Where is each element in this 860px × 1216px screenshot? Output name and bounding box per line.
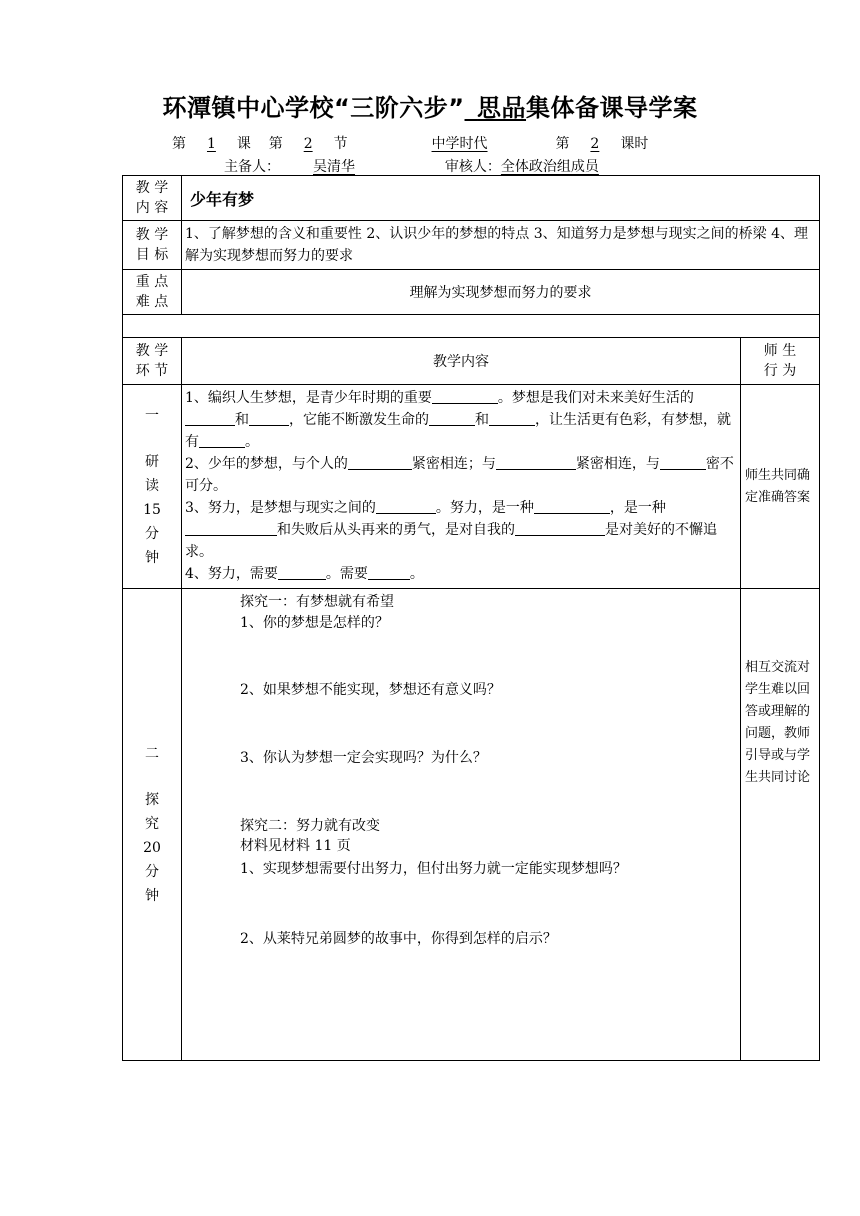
goals-row (123, 221, 820, 270)
reading-row (123, 385, 820, 589)
inquiry-2-material: 材料见材料 11 页 (240, 838, 351, 854)
goals-label: 教 学 目 标 (123, 221, 182, 270)
preparer-label: 主备人： (224, 159, 280, 175)
lesson-unit: 课 (236, 136, 251, 152)
table-header-row (123, 338, 820, 385)
reading-question-1: 1、编织人生梦想，是青少年时期的重要 。梦想是我们对未来美好生活的和 ，它能不断激发生命的 和 ，让生活更有色彩，有梦想，就有 。 (185, 387, 737, 453)
reading-teacher-note: 师生共同确定准确答案 (741, 385, 820, 589)
inquiry-1-question-2: 2、如果梦想不能实现，梦想还有意义吗？ (240, 682, 501, 698)
section-prefix: 第 (268, 136, 283, 152)
period-number: 2 (590, 136, 600, 152)
inquiry-1-question-3: 3、你认为梦想一定会实现吗？为什么？ (240, 750, 487, 766)
empty-cell (123, 315, 820, 338)
period-unit: 课时 (620, 136, 649, 152)
inquiry-2-question-2: 2、从莱特兄弟圆梦的故事中，你得到怎样的启示？ (240, 931, 557, 947)
reading-question-3: 3、努力，是梦想与现实之间的 。努力，是一种 ，是一种和失败后从头再来的勇气，是对自我的 是对美好的不懈追求。 (185, 497, 737, 563)
inquiry-1-title: 探究一：有梦想就有希望 (240, 594, 394, 610)
lesson-meta-line (172, 133, 648, 153)
content-label: 教 学 内 容 (123, 176, 182, 221)
reviewer-label: 审核人： (444, 159, 501, 175)
lesson-topic: 少年有梦 (182, 176, 820, 221)
content-row (123, 176, 820, 221)
title-subject: 思品 (477, 94, 527, 122)
role-header: 师 生 行 为 (741, 338, 820, 385)
explore-teacher-note: 相互交流对学生难以回答或理解的问题，教师引导或与学生共同讨论 (741, 589, 820, 1061)
goals-text: 1、了解梦想的含义和重要性 2、认识少年的梦想的特点 3、知道努力是梦想与现实之间的桥梁 4、理解为实现梦想而努力的要求 (182, 221, 820, 270)
inquiry-2-question-1: 1、实现梦想需要付出努力，但付出努力就一定能实现梦想吗？ (240, 861, 627, 877)
reading-question-4: 4、努力，需要 。需要 。 (185, 563, 737, 585)
key-row (123, 270, 820, 315)
key-label: 重 点 难 点 (123, 270, 182, 315)
explore-questions (182, 589, 741, 1061)
spacer-row (123, 315, 820, 338)
reviewer-name: 全体政治组成员 (500, 159, 599, 175)
title-suffix: 集体备课导学案 (526, 94, 698, 122)
lesson-number: 1 (206, 136, 216, 152)
staff-meta-line (224, 156, 599, 176)
reading-stage-label: 一 研 读 15 分 钟 (123, 385, 182, 589)
section-number: 2 (303, 136, 313, 152)
stage-header: 教 学 环 节 (123, 338, 182, 385)
lesson-prefix: 第 (172, 136, 186, 152)
section-unit: 节 (333, 136, 348, 152)
reading-question-2: 2、少年的梦想，与个人的 紧密相连；与 紧密相连，与 密不可分。 (185, 453, 737, 497)
lesson-plan-table (122, 175, 820, 1061)
title-prefix: 环潭镇中心学校“三阶六步” (162, 94, 465, 122)
explore-row (123, 589, 820, 1061)
inquiry-1-question-1: 1、你的梦想是怎样的？ (240, 615, 389, 631)
unit-name: 中学时代 (431, 136, 488, 152)
reading-questions (182, 385, 741, 589)
document-title (0, 88, 860, 123)
preparer-name: 吴清华 (313, 159, 355, 175)
explore-stage-label: 二 探 究 20 分 钟 (123, 589, 182, 1061)
key-text: 理解为实现梦想而努力的要求 (182, 270, 820, 315)
content-header: 教学内容 (182, 338, 741, 385)
inquiry-2-title: 探究二：努力就有改变 (240, 818, 380, 834)
period-prefix: 第 (555, 136, 570, 152)
